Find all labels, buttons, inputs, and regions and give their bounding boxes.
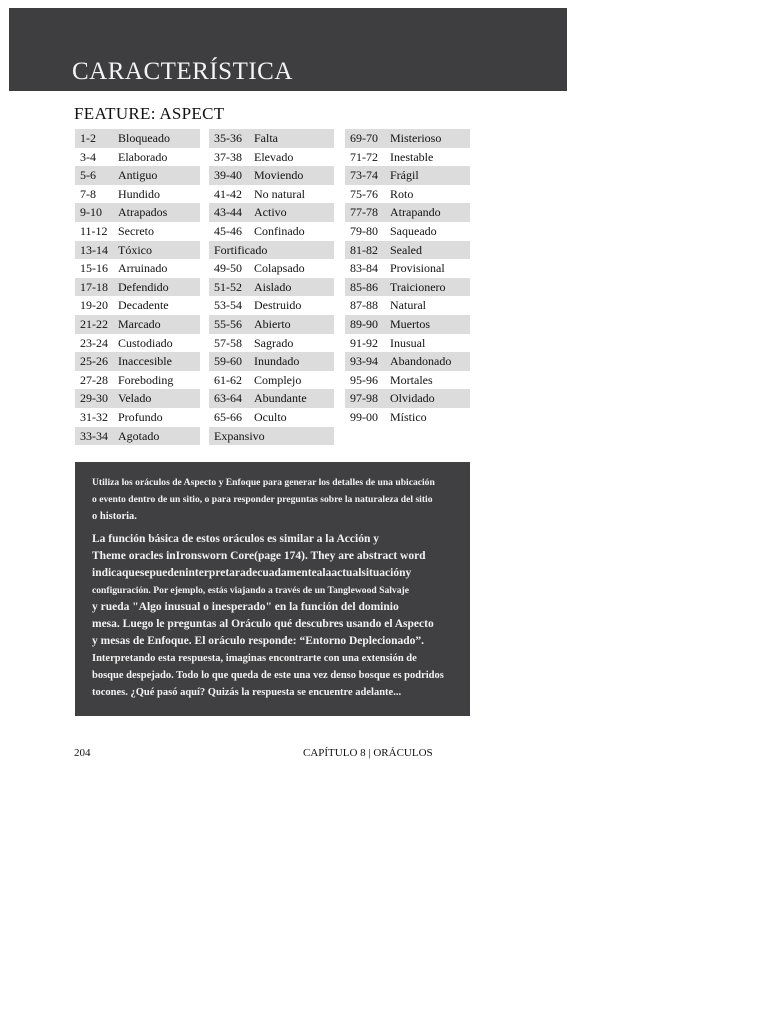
roll-range: 99-00 xyxy=(350,409,378,424)
aspect-word: Inundado xyxy=(254,354,300,369)
table-row xyxy=(345,241,470,260)
roll-range: 13-14 xyxy=(80,242,108,257)
roll-range: 97-98 xyxy=(350,391,378,406)
aspect-word: Hundido xyxy=(118,186,160,201)
table-row xyxy=(75,278,200,297)
roll-range: 69-70 xyxy=(350,131,378,145)
table-row xyxy=(345,371,470,390)
aspect-word: Traicionero xyxy=(390,279,446,294)
roll-range: 91-92 xyxy=(350,335,378,350)
roll-range: 5-6 xyxy=(80,168,96,183)
aspect-word: Defendido xyxy=(118,279,169,294)
chapter-label: CAPÍTULO 8 | ORÁCULOS xyxy=(303,747,433,759)
roll-range: 81-82 xyxy=(350,242,378,257)
table-row xyxy=(209,371,334,390)
info-line: Interpretando esta respuesta, imaginas encontrarte con una extensión de xyxy=(92,653,417,664)
roll-range: 7-8 xyxy=(80,186,96,201)
table-row xyxy=(75,389,200,408)
table-row xyxy=(345,222,470,241)
info-line: La función básica de estos oráculos es similar a la Acción y xyxy=(92,533,379,545)
info-box xyxy=(75,462,470,716)
info-line: indicaquesepuedeninterpretaradecuadamentealaactualsituacióny xyxy=(92,567,412,579)
aspect-word: Elevado xyxy=(254,149,294,164)
roll-range: 65-66 xyxy=(214,409,242,424)
table-row xyxy=(345,203,470,222)
oracle-column-3 xyxy=(345,129,470,427)
table-row xyxy=(209,222,334,241)
aspect-word: Mortales xyxy=(390,372,433,387)
roll-range: 85-86 xyxy=(350,279,378,294)
table-row xyxy=(209,166,334,185)
aspect-word: Foreboding xyxy=(118,372,174,387)
roll-range: 51-52 xyxy=(214,279,242,294)
aspect-word: Oculto xyxy=(254,409,287,424)
table-row xyxy=(209,427,334,446)
roll-range: 55-56 xyxy=(214,316,242,331)
aspect-word: Roto xyxy=(390,186,414,201)
aspect-word: No natural xyxy=(254,186,305,201)
info-line: bosque despejado. Todo lo que queda de este una vez denso bosque es podridos xyxy=(92,670,444,681)
table-row xyxy=(75,352,200,371)
info-line: mesa. Luego le preguntas al Oráculo qué descubres usando el Aspecto xyxy=(92,618,434,630)
header-band xyxy=(9,8,567,91)
table-row xyxy=(345,315,470,334)
table-row xyxy=(75,241,200,260)
roll-range: 25-26 xyxy=(80,354,108,369)
info-line: o historia. xyxy=(92,511,137,522)
oracle-column-2 xyxy=(209,129,334,445)
aspect-word: Inaccesible xyxy=(118,354,172,369)
table-row xyxy=(345,166,470,185)
roll-range: 3-4 xyxy=(80,149,96,164)
roll-range: 27-28 xyxy=(80,372,108,387)
aspect-word: Decadente xyxy=(118,298,169,313)
table-row xyxy=(209,241,334,260)
roll-range: 59-60 xyxy=(214,354,242,369)
aspect-word: Provisional xyxy=(390,261,445,276)
aspect-word: Natural xyxy=(390,298,426,313)
table-row xyxy=(75,185,200,204)
aspect-word: Falta xyxy=(254,131,278,145)
roll-range: 21-22 xyxy=(80,316,108,331)
aspect-word: Arruinado xyxy=(118,261,168,276)
aspect-word: Inusual xyxy=(390,335,426,350)
roll-range: 73-74 xyxy=(350,168,378,183)
roll-range: 71-72 xyxy=(350,149,378,164)
aspect-word: Sagrado xyxy=(254,335,294,350)
aspect-word: Profundo xyxy=(118,409,163,424)
aspect-word: Marcado xyxy=(118,316,161,331)
aspect-word: Activo xyxy=(254,205,287,220)
table-row xyxy=(209,352,334,371)
table-row xyxy=(345,185,470,204)
aspect-word: Abundante xyxy=(254,391,307,406)
roll-range: 17-18 xyxy=(80,279,108,294)
info-line: y mesas de Enfoque. El oráculo responde: “Entorno Deplecionado”. xyxy=(92,635,425,647)
table-row xyxy=(75,408,200,427)
table-row xyxy=(345,259,470,278)
page-title: CARACTERÍSTICA xyxy=(72,58,293,85)
roll-range: 9-10 xyxy=(80,205,102,220)
aspect-word: Olvidado xyxy=(390,391,435,406)
table-row xyxy=(209,315,334,334)
table-row xyxy=(209,408,334,427)
table-row xyxy=(75,166,200,185)
aspect-word: Complejo xyxy=(254,372,302,387)
table-row xyxy=(75,129,200,148)
aspect-word: Confinado xyxy=(254,223,305,238)
table-row xyxy=(75,296,200,315)
roll-range: 79-80 xyxy=(350,223,378,238)
table-row xyxy=(345,389,470,408)
aspect-word: Misterioso xyxy=(390,131,442,145)
table-row xyxy=(75,203,200,222)
table-row xyxy=(75,427,200,446)
info-line: o evento dentro de un sitio, o para responder preguntas sobre la naturaleza del sitio xyxy=(92,494,433,505)
table-row xyxy=(75,259,200,278)
aspect-word: Moviendo xyxy=(254,168,304,183)
aspect-word: Sealed xyxy=(390,242,422,257)
aspect-word: Agotado xyxy=(118,428,160,443)
roll-range: 1-2 xyxy=(80,131,96,145)
table-row xyxy=(345,296,470,315)
aspect-word: Inestable xyxy=(390,149,434,164)
table-row xyxy=(75,334,200,353)
roll-range: 75-76 xyxy=(350,186,378,201)
table-row xyxy=(345,148,470,167)
table-row xyxy=(75,148,200,167)
table-row xyxy=(209,296,334,315)
aspect-word: Atrapando xyxy=(390,205,441,220)
aspect-word: Colapsado xyxy=(254,261,305,276)
roll-range: 57-58 xyxy=(214,335,242,350)
aspect-word: Frágil xyxy=(390,168,419,183)
roll-range: 77-78 xyxy=(350,205,378,220)
table-row xyxy=(209,148,334,167)
roll-range: 43-44 xyxy=(214,205,242,220)
table-row xyxy=(209,259,334,278)
aspect-word: Místico xyxy=(390,409,427,424)
roll-range: 49-50 xyxy=(214,261,242,276)
roll-range: 33-34 xyxy=(80,428,108,443)
table-subtitle: FEATURE: ASPECT xyxy=(74,104,225,123)
aspect-word: Expansivo xyxy=(214,428,265,443)
table-row xyxy=(75,222,200,241)
roll-range: 63-64 xyxy=(214,391,242,406)
aspect-word: Secreto xyxy=(118,223,154,238)
roll-range: 83-84 xyxy=(350,261,378,276)
roll-range: 95-96 xyxy=(350,372,378,387)
roll-range: 89-90 xyxy=(350,316,378,331)
roll-range: 39-40 xyxy=(214,168,242,183)
roll-range: 45-46 xyxy=(214,223,242,238)
info-line: configuración. Por ejemplo, estás viajando a través de un Tanglewood Salvaje xyxy=(92,585,409,596)
table-row xyxy=(75,371,200,390)
roll-range: 53-54 xyxy=(214,298,242,313)
aspect-word: Tóxico xyxy=(118,242,152,257)
table-row xyxy=(209,129,334,148)
page-number: 204 xyxy=(74,747,91,759)
roll-range: 61-62 xyxy=(214,372,242,387)
table-row xyxy=(209,334,334,353)
roll-range: 31-32 xyxy=(80,409,108,424)
info-line: Utiliza los oráculos de Aspecto y Enfoque para generar los detalles de una ubicación xyxy=(92,477,435,488)
table-row xyxy=(209,203,334,222)
table-row xyxy=(345,352,470,371)
table-row xyxy=(345,408,470,427)
table-row xyxy=(345,129,470,148)
aspect-word: Muertos xyxy=(390,316,430,331)
info-line: tocones. ¿Qué pasó aquí? Quizás la respuesta se encuentre adelante... xyxy=(92,687,402,698)
roll-range: 35-36 xyxy=(214,131,242,145)
aspect-word: Destruido xyxy=(254,298,302,313)
info-line: Theme oracles inIronsworn Core(page 174). They are abstract word xyxy=(92,550,426,562)
info-line: y rueda "Algo inusual o inesperado" en la función del dominio xyxy=(92,601,399,613)
oracle-column-1 xyxy=(75,129,200,445)
aspect-word: Abandonado xyxy=(390,354,452,369)
aspect-word: Antiguo xyxy=(118,168,158,183)
aspect-word: Velado xyxy=(118,391,152,406)
aspect-word: Atrapados xyxy=(118,205,168,220)
table-row xyxy=(345,278,470,297)
roll-range: 15-16 xyxy=(80,261,108,276)
roll-range: 29-30 xyxy=(80,391,108,406)
aspect-word: Fortificado xyxy=(214,242,268,257)
aspect-word: Aislado xyxy=(254,279,292,294)
table-row xyxy=(209,389,334,408)
aspect-word: Bloqueado xyxy=(118,131,170,145)
roll-range: 19-20 xyxy=(80,298,108,313)
roll-range: 93-94 xyxy=(350,354,378,369)
table-row xyxy=(209,185,334,204)
table-row xyxy=(345,334,470,353)
aspect-word: Saqueado xyxy=(390,223,437,238)
roll-range: 37-38 xyxy=(214,149,242,164)
aspect-word: Abierto xyxy=(254,316,291,331)
roll-range: 23-24 xyxy=(80,335,108,350)
table-row xyxy=(75,315,200,334)
roll-range: 11-12 xyxy=(80,223,108,238)
aspect-word: Elaborado xyxy=(118,149,168,164)
aspect-word: Custodiado xyxy=(118,335,173,350)
table-row xyxy=(209,278,334,297)
roll-range: 87-88 xyxy=(350,298,378,313)
roll-range: 41-42 xyxy=(214,186,242,201)
